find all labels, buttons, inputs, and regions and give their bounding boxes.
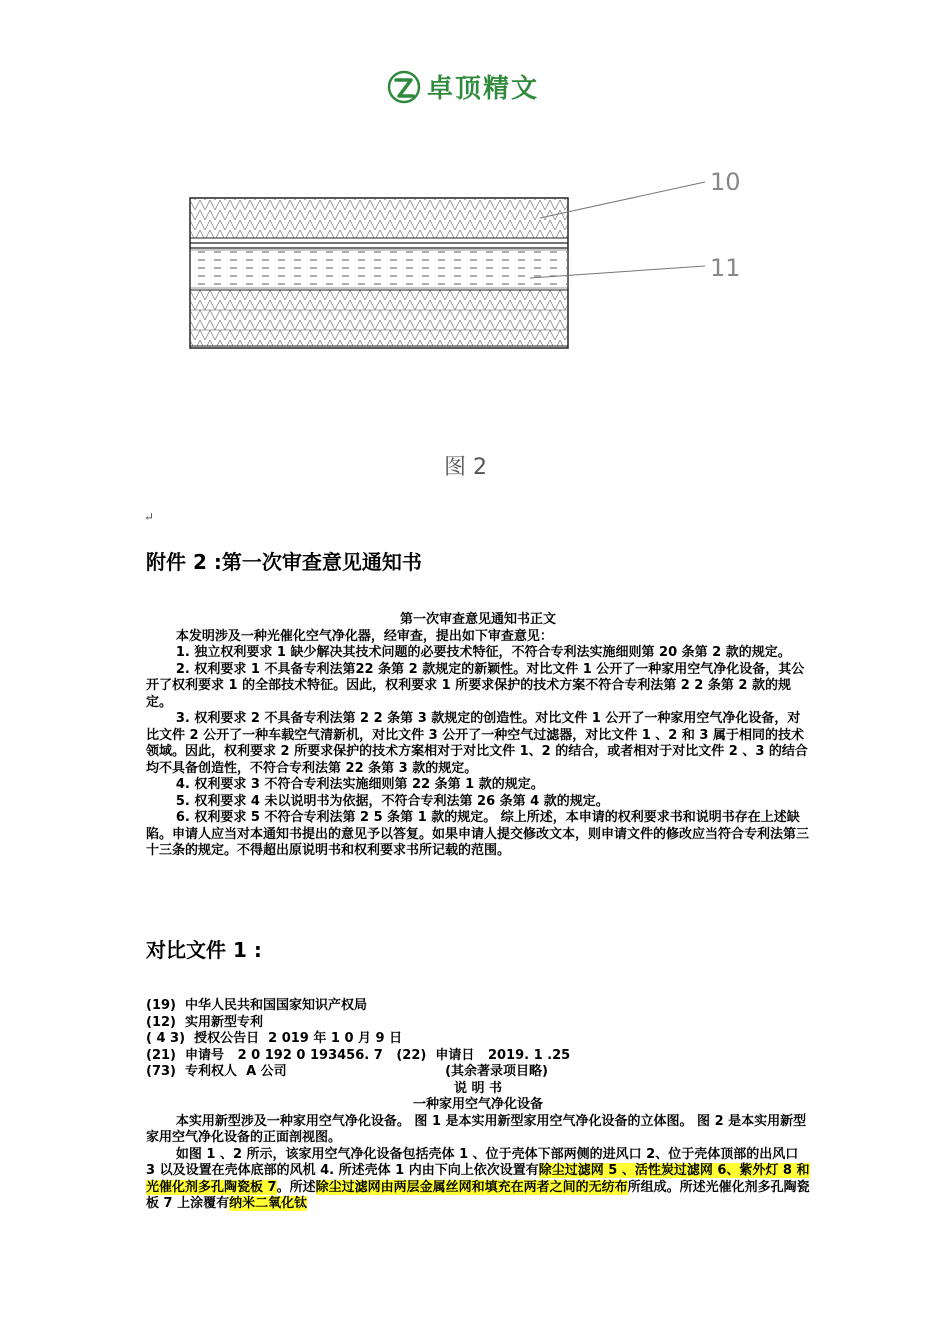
logo-mark-icon [387,70,421,104]
notice-item: 6. 权利要求 5 不符合专利法第 2 5 条第 1 款的规定。 综上所述，本申请的权利要求书和说明书存在上述缺陷。申请人应当对本通知书提出的意见予以答复。如果申请人提交修改文本，则申请文件的修改应当符合专利法第三十三条的规定。不得超出原说明书和权利要求书所记载的范围。 [146,810,810,858]
figure-label-10: 10 [710,168,741,196]
section-title: 说 明 书 [453,1080,503,1096]
reference1-body [146,998,810,1213]
text-span: 。所述 [276,1179,316,1195]
notice-item: 5. 权利要求 4 未以说明书为依据，不符合专利法第 26 条第 4 款的规定。 [175,793,609,809]
notice-title: 第一次审查意见通知书正文 [399,612,556,627]
biblio-line: (12) 实用新型专利 [146,1014,264,1030]
description-para [146,1147,810,1213]
biblio-line: (73) 专利权人 A 公司 (其余著录项目略) [146,1064,548,1079]
notice-item: 1. 独立权利要求 1 缺少解决其技术问题的必要技术特征，不符合专利法实施细则第 20 条第 2 款的规定。 [175,645,791,660]
logo [387,68,539,105]
highlighted-text: 除尘过滤网由两层金属丝网和填充在两者之间的无纺布 [315,1179,628,1195]
figure-caption: 图 2 [444,455,487,480]
highlighted-text: 除尘过滤网 5 、活性炭过滤网 6、紫外灯 8 和光催化剂多孔陶瓷板 7 [146,1163,810,1195]
biblio-line: (21) 申请号 2 0 192 0 193456. 7 (22) 申请日 2019. 1 .25 [146,1047,571,1063]
attachment2-heading: 附件 2 :第一次审查意见通知书 [146,550,422,574]
notice-item: 4. 权利要求 3 不符合专利法实施细则第 22 条第 1 款的规定。 [175,777,544,792]
highlighted-text: 纳米二氧化钛 [229,1196,308,1211]
description-para: 本实用新型涉及一种家用空气净化设备。 图 1 是本实用新型家用空气净化设备的立体图。 图 2 是本实用新型家用空气净化设备的正面剖视图。 [146,1113,807,1145]
paragraph-mark-icon: ↵ [144,510,155,524]
notice-intro: 本发明涉及一种光催化空气净化器，经审查，提出如下审查意见： [175,628,553,644]
text-span: 所组成。所述光催化剂多孔陶瓷板 7 上涂覆有 [146,1179,810,1211]
doc-title: 一种家用空气净化设备 [412,1097,543,1112]
biblio-line: ( 4 3) 授权公告日 2 019 年 1 0 月 9 日 [146,1031,403,1046]
notice-item: 3. 权利要求 2 不具备专利法第 2 2 条第 3 款规定的创造性。对比文件 1 公开了一种家用空气净化设备，对比文件 2 公开了一种车载空气清新机，对比文件 3 公开了一种空气过滤器，对比文件 1 、2 和 3 属于相同的技术领域。因此，权利要求 2 所要求保护的技术方案相对于对比文件 1、2 的结合，或者相对于对比文件 2 、3 的结合均不具备创造性，不符合专利法第 22 条第 3 款的规定。 [146,711,808,776]
notice-item: 2. 权利要求 1 不具备专利法第22 条第 2 款规定的新颖性。对比文件 1 公开了一种家用空气净化设备，其公开了权利要求 1 的全部技术特征。因此，权利要求 1 所要求保护的技术方案不符合专利法第 2 2 条第 2 款的规定。 [146,661,805,710]
biblio-line: (19) 中华人民共和国国家知识产权局 [146,998,368,1013]
text-span: 如图 1 、2 所示，该家用空气净化设备包括壳体 1 、位于壳体下部两侧的进风口 2、位于壳体顶部的出风口 3 以及设置在壳体底部的风机 4. 所述壳体 1 内由下向上依次设置有 [146,1146,799,1178]
figure-cross-section [180,160,780,360]
attachment2-body [146,612,810,860]
figure-label-11: 11 [710,254,741,282]
logo-text: 卓顶精文 [427,74,540,104]
reference1-heading: 对比文件 1 : [146,938,262,962]
